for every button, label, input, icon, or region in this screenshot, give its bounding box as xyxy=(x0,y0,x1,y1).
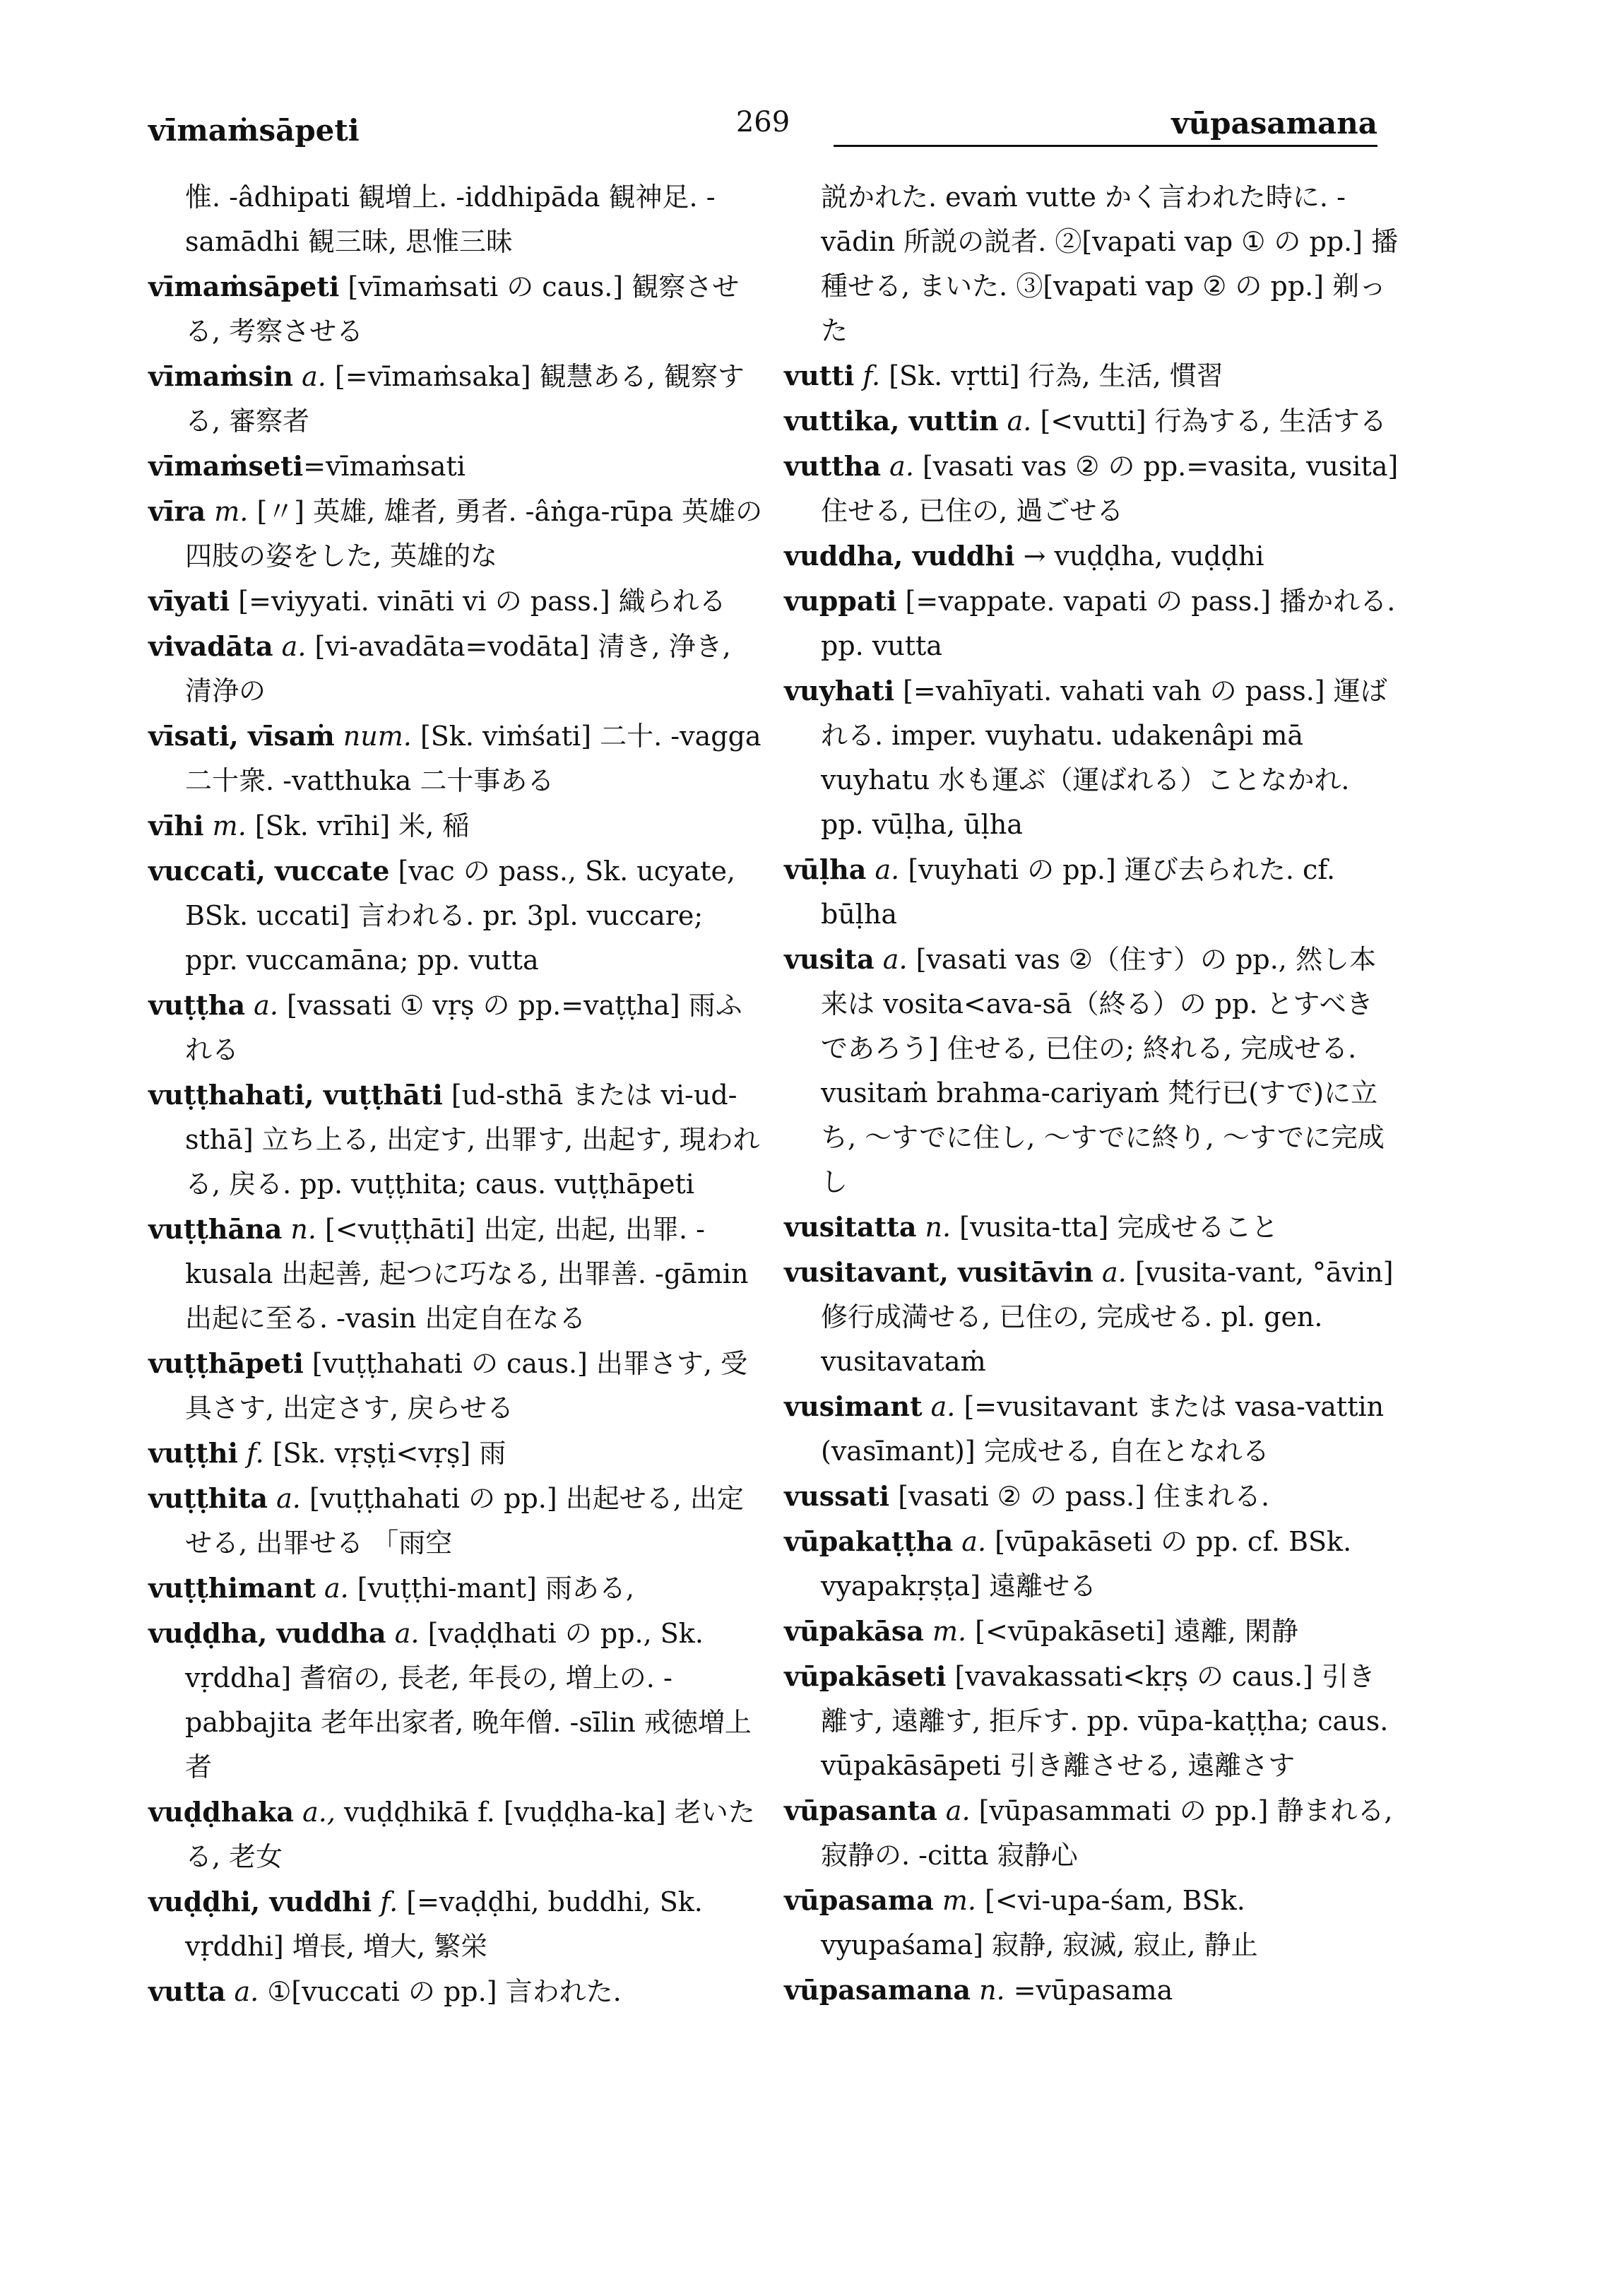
entry-headword: vuṭṭhita xyxy=(148,1482,268,1514)
dictionary-entry xyxy=(784,353,1399,398)
dictionary-entry xyxy=(148,1566,763,1611)
entry-headword: vuḍḍha, vuddha xyxy=(148,1617,386,1649)
entry-grammar: a. xyxy=(922,1391,956,1422)
entry-definition: [=vusitavant または vasa-vattin (vasīmant)] 完成せる, 自在となれる xyxy=(821,1391,1385,1467)
entry-definition: 説かれた. evaṁ vutte かく言われた時に. -vādin 所説の説者. ②[vapati vap ① の pp.] 播種せる, まいた. ③[vapati vap ② の pp.] 剃った xyxy=(821,182,1399,346)
entry-headword: vusitavant, vusitāvin xyxy=(784,1256,1093,1288)
entry-grammar: m. xyxy=(203,810,247,841)
entry-headword: vīmaṁsin xyxy=(148,360,294,392)
entry-grammar: a. xyxy=(1093,1257,1127,1288)
entry-definition: 惟. -âdhipati 観増上. -iddhipāda 観神足. -samādhi 観三昧, 思惟三昧 xyxy=(185,182,716,257)
entry-definition: [=vappate. vapati の pass.] 播かれる. pp. vutta xyxy=(821,586,1396,661)
dictionary-entry xyxy=(148,1207,763,1341)
entry-grammar: m. xyxy=(933,1885,976,1916)
dictionary-entry xyxy=(784,1250,1399,1384)
entry-headword: vīyati xyxy=(148,585,230,617)
entry-definition: [Sk. viṁśati] 二十. -vagga 二十衆. -vatthuka 二十事ある xyxy=(185,721,761,796)
entry-definition: [vac の pass., Sk. ucyate, BSk. uccati] 言われる. pr. 3pl. vuccare; ppr. vuccamāna; pp. vutta xyxy=(185,856,736,976)
entry-headword: vuḍḍhi, vuddhi xyxy=(148,1886,372,1917)
dictionary-entry xyxy=(148,489,763,579)
dictionary-entry xyxy=(784,579,1399,668)
entry-grammar: f. xyxy=(237,1438,264,1469)
entry-headword: vuttha xyxy=(784,450,882,482)
entry-definition: [vuṭṭhahati の caus.] 出罪さす, 受具さす, 出定さす, 戻らせる xyxy=(185,1348,748,1424)
dictionary-entry xyxy=(784,1968,1399,2013)
dictionary-entry xyxy=(148,1476,763,1566)
entry-headword: vutta xyxy=(148,1975,226,2007)
dictionary-entry xyxy=(784,1384,1399,1474)
dictionary-entry xyxy=(784,1474,1399,1519)
entry-definition: [<vi-upa-śam, BSk. vyupaśama] 寂静, 寂滅, 寂止, 静止 xyxy=(821,1885,1258,1961)
entry-grammar: f. xyxy=(372,1886,398,1917)
entry-grammar: n. xyxy=(971,1975,1005,2006)
entry-definition: vuḍḍhikā f. [vuḍḍha-ka] 老いたる, 老女 xyxy=(185,1797,755,1872)
entry-headword: vusita xyxy=(784,943,875,975)
entry-headword: vuṭṭhāpeti xyxy=(148,1347,304,1379)
dictionary-entry xyxy=(148,1611,763,1790)
entry-headword: vūpasama xyxy=(784,1884,934,1916)
entry-grammar: a. xyxy=(293,361,326,392)
entry-headword: vūpasamana xyxy=(784,1974,971,2006)
dictionary-entry xyxy=(148,983,763,1072)
entry-headword: vussati xyxy=(784,1480,890,1512)
entry-grammar: m. xyxy=(923,1616,967,1647)
entry-headword: vūpakaṭṭha xyxy=(784,1525,954,1557)
entry-headword: vīsati, vīsaṁ xyxy=(148,720,335,752)
entry-grammar: a. xyxy=(874,944,908,975)
entry-grammar: num. xyxy=(334,721,412,752)
entry-definition: [=vahīyati. vahati vah の pass.] 運ばれる. imper. vuyhatu. udakenâpi mā vuyhatu 水も運ぶ（運ばれる）ことなかれ. pp. vūḷha, ūḷha xyxy=(821,675,1387,840)
entry-headword: vuppati xyxy=(784,585,897,617)
entry-grammar: a. xyxy=(268,1483,301,1514)
entry-definition: [=viyyati. vināti vi の pass.] 織られる xyxy=(230,586,726,617)
entry-grammar: n. xyxy=(916,1212,952,1243)
entry-definition: [<vutti] 行為する, 生活する xyxy=(1031,406,1387,437)
entry-definition: [vūpasammati の pp.] 静まれる, 寂静の. -citta 寂静心 xyxy=(821,1795,1393,1871)
dictionary-entry xyxy=(148,1969,763,2014)
entry-definition: [vuyhati の pp.] 運び去られた. cf. būḷha xyxy=(821,854,1336,930)
dictionary-entry xyxy=(784,175,1399,353)
dictionary-entry xyxy=(148,849,763,983)
dictionary-entry xyxy=(784,1788,1399,1878)
entry-headword: vīmaṁseti xyxy=(148,450,304,482)
entry-grammar: a. xyxy=(273,631,307,662)
entry-headword: vīra xyxy=(148,495,206,527)
page-header xyxy=(148,106,1377,155)
dictionary-entry xyxy=(148,1879,763,1969)
entry-definition: [<vuṭṭhāti] 出定, 出起, 出罪. -kusala 出起善, 起つに巧なる, 出罪善. -gāmin 出起に至る. -vasin 出定自在なる xyxy=(185,1214,749,1334)
entry-headword: vīmaṁsāpeti xyxy=(148,271,340,302)
dictionary-entry xyxy=(784,847,1399,937)
entry-grammar: a. xyxy=(953,1526,987,1557)
entry-definition: [vuṭṭhi-mant] 雨ある, xyxy=(348,1573,634,1604)
dictionary-entry xyxy=(784,398,1399,444)
entry-headword: vuṭṭhāna xyxy=(148,1213,283,1245)
entry-grammar: a. xyxy=(245,990,278,1021)
entry-definition: [vusita-tta] 完成せること xyxy=(951,1212,1279,1243)
dictionary-entry xyxy=(148,803,763,849)
entry-headword: vuttika, vuttin xyxy=(784,405,999,437)
entry-headword: vīhi xyxy=(148,810,204,841)
entry-headword: vusitatta xyxy=(784,1211,917,1243)
dictionary-entry xyxy=(148,1072,763,1207)
dictionary-entry xyxy=(148,624,763,714)
entry-definition: ①[vuccati の pp.] 言われた. xyxy=(259,1976,622,2007)
running-head-right: vūpasamana xyxy=(1171,106,1377,141)
entry-definition: [vasati ② の pass.] 住まれる. xyxy=(889,1481,1270,1512)
dictionary-entry xyxy=(784,1878,1399,1968)
entry-headword: vivadāta xyxy=(148,630,273,662)
dictionary-entry xyxy=(784,1654,1399,1788)
entry-headword: vuṭṭhahati, vuṭṭhāti xyxy=(148,1079,443,1111)
entry-definition: [Sk. vrīhi] 米, 稲 xyxy=(246,810,470,841)
header-rule xyxy=(834,145,1377,147)
dictionary-entry xyxy=(148,1431,763,1476)
dictionary-entry xyxy=(148,354,763,444)
entry-grammar: a. xyxy=(937,1795,971,1826)
entry-definition: [vassati ① vṛṣ の pp.=vaṭṭha] 雨ふれる xyxy=(185,990,742,1065)
left-column xyxy=(148,175,763,2014)
entry-definition: [<vūpakāseti] 遠離, 閑静 xyxy=(966,1616,1298,1647)
entry-headword: vūpasanta xyxy=(784,1795,937,1826)
dictionary-entry xyxy=(148,579,763,624)
entry-grammar: f. xyxy=(854,360,881,391)
entry-grammar: m. xyxy=(206,496,249,527)
dictionary-entry xyxy=(148,714,763,803)
entry-grammar: a. xyxy=(386,1618,420,1649)
entry-headword: vūpakāsa xyxy=(784,1615,924,1647)
entry-headword: vuṭṭhimant xyxy=(148,1572,316,1604)
entry-definition: [Sk. vṛṣṭi<vṛṣ] 雨 xyxy=(263,1438,506,1469)
entry-headword: vuddha, vuddhi xyxy=(784,540,1015,572)
dictionary-entry xyxy=(784,533,1399,579)
entry-definition: [Sk. vṛtti] 行為, 生活, 慣習 xyxy=(880,360,1223,391)
entry-grammar: a., xyxy=(294,1797,336,1828)
entry-definition: =vūpasama xyxy=(1004,1975,1173,2006)
dictionary-entry xyxy=(784,444,1399,533)
entry-grammar: a. xyxy=(225,1976,259,2007)
entry-definition: [vi-avadāta=vodāta] 清き, 浄き, 清浄の xyxy=(185,631,731,706)
running-head-left: vīmaṁsāpeti xyxy=(148,113,360,148)
entry-headword: vuyhati xyxy=(784,675,895,706)
entry-definition: [=vīmaṁsaka] 観慧ある, 観察する, 審察者 xyxy=(185,361,745,437)
dictionary-entry xyxy=(784,1205,1399,1250)
dictionary-entry xyxy=(148,1341,763,1431)
right-column xyxy=(784,175,1399,2013)
entry-definition: [vavakassati<kṛṣ の caus.] 引き離す, 遠離す, 拒斥す. pp. vūpa-kaṭṭha; caus. vūpakāsāpeti 引き離させる, 遠離さす xyxy=(821,1661,1389,1781)
entry-definition: [vīmaṁsati の caus.] 観察させる, 考察させる xyxy=(185,271,740,347)
entry-grammar: a. xyxy=(866,854,900,885)
entry-definition: [vusita-vant, °āvin] 修行成満せる, 已住の, 完成せる. pl. gen. vusitavataṁ xyxy=(821,1257,1394,1377)
entry-headword: vutti xyxy=(784,360,855,391)
entry-grammar: a. xyxy=(998,406,1032,437)
entry-grammar: a. xyxy=(881,451,914,482)
entry-headword: vuṭṭhi xyxy=(148,1437,238,1469)
entry-definition: [vūpakāseti の pp. cf. BSk. vyapakṛṣṭa] 遠離せる xyxy=(821,1526,1352,1602)
entry-definition: [vasati vas ②（住す）の pp., 然し本来は vosita<ava-sā（終る）の pp. とすべきであろう] 住せる, 已住の; 終れる, 完成せる. vusitaṁ brahma-cariyaṁ 梵行已(すで)に立ち, ～すでに住し, ～すでに終り, ～すでに完成し xyxy=(821,944,1385,1198)
dictionary-entry xyxy=(784,1609,1399,1654)
entry-headword: vuṭṭha xyxy=(148,989,246,1021)
dictionary-entry xyxy=(148,264,763,354)
dictionary-entry xyxy=(784,1519,1399,1609)
entry-definition: [vasati vas ② の pp.=vasita, vusita] 住せる, 已住の, 過ごせる xyxy=(821,451,1399,526)
entry-grammar: a. xyxy=(315,1573,349,1604)
dictionary-entry xyxy=(148,1790,763,1879)
entry-definition: [vaḍḍhati の pp., Sk. vṛddha] 耆宿の, 長老, 年長の, 増上の. -pabbajita 老年出家者, 晩年僧. -sīlin 戒徳増上者 xyxy=(185,1618,752,1782)
entry-definition: [ud-sthā または vi-ud-sthā] 立ち上る, 出定す, 出罪す, 出起す, 現われる, 戻る. pp. vuṭṭhita; caus. vuṭṭhāpeti xyxy=(185,1080,760,1200)
dictionary-entry xyxy=(784,668,1399,847)
entry-definition: → vuḍḍha, vuḍḍhi xyxy=(1014,540,1264,572)
dictionary-entry xyxy=(148,444,763,489)
dictionary-entry xyxy=(148,175,763,264)
entry-headword: vūpakāseti xyxy=(784,1660,947,1692)
entry-headword: vūḷha xyxy=(784,853,867,885)
dictionary-entry xyxy=(784,937,1399,1205)
entry-definition: [vuṭṭhahati の pp.] 出起せる, 出定せる, 出罪せる 「雨空 xyxy=(185,1483,744,1559)
entry-definition: [=vaḍḍhi, buddhi, Sk. vṛddhi] 増長, 増大, 繁栄 xyxy=(185,1886,703,1962)
page-number: 269 xyxy=(735,106,790,138)
entry-headword: vuḍḍhaka xyxy=(148,1796,295,1828)
entry-grammar: n. xyxy=(282,1214,316,1245)
entry-definition: [〃] 英雄, 雄者, 勇者. -âṅga-rūpa 英雄の四肢の姿をした, 英雄的な xyxy=(185,496,763,572)
entry-definition: =vīmaṁsati xyxy=(303,451,466,482)
entry-headword: vusimant xyxy=(784,1390,923,1422)
entry-headword: vuccati, vuccate xyxy=(148,855,390,887)
